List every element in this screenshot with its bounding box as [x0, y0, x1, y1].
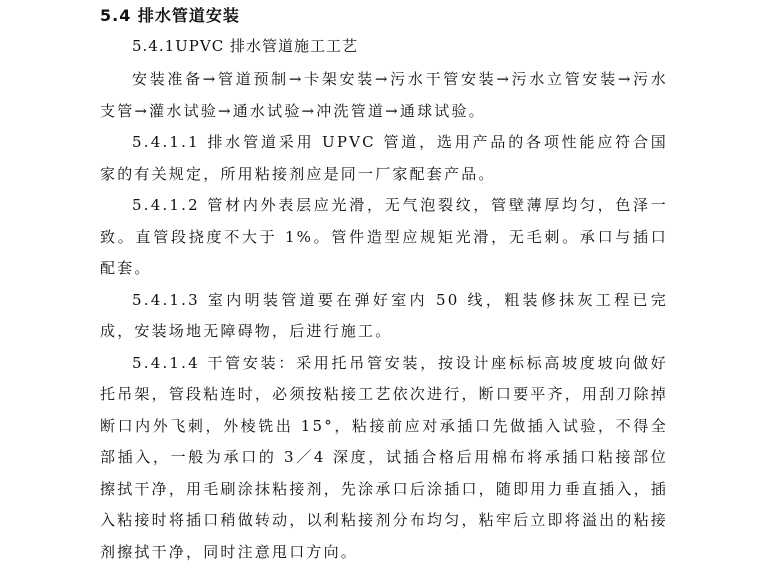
paragraph-process-flow: 安装准备→管道预制→卡架安装→污水干管安装→污水立管安装→污水支管→灌水试验→通水试验→冲洗管道→通球试验。 — [100, 64, 668, 127]
paragraph-5-4-1-1: 5.4.1.1 排水管道采用 UPVC 管道，选用产品的各项性能应符合国家的有关规定，所用粘接剂应是同一厂家配套产品。 — [100, 127, 668, 190]
paragraph-5-4-1-2: 5.4.1.2 管材内外表层应光滑，无气泡裂纹，管壁薄厚均匀，色泽一致。直管段挠度不大于 1%。管件造型应规矩光滑，无毛刺。承口与插口配套。 — [100, 190, 668, 285]
subsection-heading: 5.4.1UPVC 排水管道施工工艺 — [100, 30, 668, 62]
paragraph-5-4-1-3: 5.4.1.3 室内明装管道要在弹好室内 50 线，粗装修抹灰工程已完成，安装场地无障碍物，后进行施工。 — [100, 285, 668, 348]
document-page — [100, 0, 668, 568]
paragraph-5-4-1-4: 5.4.1.4 干管安装：采用托吊管安装，按设计座标标高坡度坡向做好托吊架，管段粘连时，必须按粘接工艺依次进行，断口要平齐，用刮刀除掉断口内外飞刺，外棱铣出 15°，粘接前应对承插口先做插入试验，不得全部插入，一般为承口的 3／4 深度，试插合格后用棉布将承插口粘接部位擦拭干净，用毛刷涂抹粘接剂，先涂承口后涂插口，随即用力垂直插入，插入粘接时将插口稍做转动，以利粘接剂分布均匀，粘牢后立即将溢出的粘接剂擦拭干净，同时注意甩口方向。 — [100, 348, 668, 568]
section-heading: 5.4 排水管道安装 — [100, 0, 668, 30]
